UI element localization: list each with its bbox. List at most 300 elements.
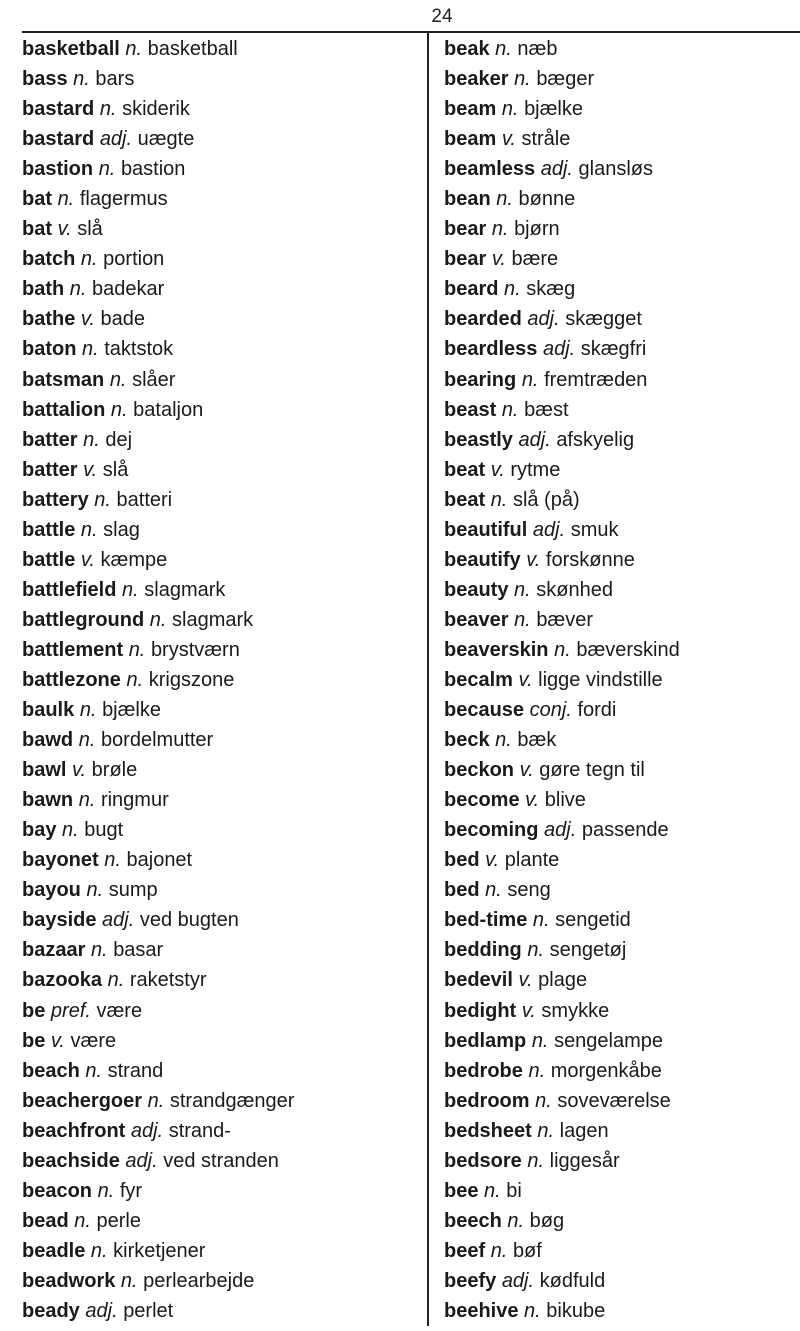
entry-part-of-speech: v. xyxy=(490,458,505,481)
entry-translation: slåer xyxy=(132,368,176,391)
entry-part-of-speech: n. xyxy=(501,398,519,421)
entry-headword: batsman xyxy=(22,368,105,391)
entry-part-of-speech: n. xyxy=(507,1209,525,1232)
entry-part-of-speech: n. xyxy=(149,608,167,631)
entry-headword: beat xyxy=(444,458,486,481)
entry-headword: bathe xyxy=(22,308,76,331)
header-rule xyxy=(22,31,800,33)
entry-translation: kødfuld xyxy=(539,1269,606,1292)
entry-translation: raketstyr xyxy=(129,969,207,992)
entry-translation: perlearbejde xyxy=(143,1269,255,1292)
dictionary-entry xyxy=(444,214,680,244)
dictionary-entry xyxy=(22,695,294,725)
entry-translation: slå (på) xyxy=(512,488,580,511)
dictionary-entry xyxy=(22,1116,294,1146)
entry-headword: basketball xyxy=(22,38,120,60)
entry-part-of-speech: adj. xyxy=(102,909,135,932)
entry-part-of-speech: n. xyxy=(125,38,143,60)
entry-translation: morgenkåbe xyxy=(550,1059,662,1082)
entry-headword: bean xyxy=(444,188,491,211)
entry-headword: beachergoer xyxy=(22,1089,143,1112)
dictionary-entry xyxy=(444,64,680,94)
entry-part-of-speech: v. xyxy=(72,759,87,782)
entry-part-of-speech: adj. xyxy=(540,158,573,181)
entry-part-of-speech: n. xyxy=(57,188,75,211)
dictionary-entry xyxy=(22,334,294,364)
entry-translation: taktstok xyxy=(104,338,174,361)
dictionary-entry xyxy=(444,1086,680,1116)
entry-headword: beachfront xyxy=(22,1119,126,1142)
dictionary-entry xyxy=(444,485,680,515)
entry-translation: bøf xyxy=(512,1239,542,1262)
entry-translation: bataljon xyxy=(133,398,204,421)
dictionary-entry xyxy=(444,695,680,725)
entry-part-of-speech: n. xyxy=(107,969,125,992)
entry-headword: become xyxy=(444,789,520,812)
entry-headword: beamless xyxy=(444,158,536,181)
entry-part-of-speech: adj. xyxy=(532,518,566,541)
entry-part-of-speech: n. xyxy=(122,578,139,601)
dictionary-entry xyxy=(444,124,680,154)
entry-headword: bayside xyxy=(22,909,97,932)
dictionary-entry xyxy=(444,1146,680,1176)
dictionary-entry xyxy=(444,455,680,485)
dictionary-entry xyxy=(22,184,294,214)
entry-part-of-speech: n. xyxy=(496,188,513,211)
dictionary-entry xyxy=(22,725,294,755)
entry-part-of-speech: n. xyxy=(78,729,96,752)
dictionary-entry xyxy=(22,815,294,845)
entry-translation: perlet xyxy=(123,1299,174,1322)
entry-translation: fordi xyxy=(577,699,617,722)
entry-translation: bars xyxy=(95,68,135,91)
entry-headword: beauty xyxy=(444,578,509,601)
entry-headword: beacon xyxy=(22,1179,93,1202)
entry-part-of-speech: n. xyxy=(73,68,90,91)
entry-translation: kirketjener xyxy=(113,1239,206,1262)
entry-translation: bære xyxy=(511,248,559,271)
entry-translation: lagen xyxy=(559,1119,609,1142)
entry-translation: bjælke xyxy=(102,699,161,722)
dictionary-entry xyxy=(22,395,294,425)
entry-part-of-speech: v. xyxy=(525,789,540,812)
entry-headword: because xyxy=(444,699,525,722)
entry-headword: bear xyxy=(444,218,487,241)
entry-translation: skægget xyxy=(565,308,642,331)
entry-translation: være xyxy=(96,999,143,1022)
entry-headword: bearded xyxy=(444,308,522,331)
entry-translation: strand xyxy=(107,1059,164,1082)
entry-headword: bass xyxy=(22,68,68,91)
entry-headword: beady xyxy=(22,1299,80,1322)
entry-part-of-speech: v. xyxy=(518,969,533,992)
entry-headword: bearing xyxy=(444,368,517,391)
dictionary-entry xyxy=(22,154,294,184)
dictionary-entry xyxy=(22,1236,294,1266)
dictionary-entry xyxy=(444,1236,680,1266)
entry-part-of-speech: n. xyxy=(74,1209,91,1232)
entry-translation: krigszone xyxy=(148,668,235,691)
dictionary-entry xyxy=(444,154,680,184)
entry-headword: batch xyxy=(22,248,76,271)
dictionary-entry xyxy=(22,34,294,64)
entry-headword: batter xyxy=(22,428,78,451)
entry-translation: slagmark xyxy=(144,578,226,601)
entry-part-of-speech: n. xyxy=(82,338,99,361)
entry-part-of-speech: n. xyxy=(531,1029,549,1052)
right-column xyxy=(444,34,680,1326)
entry-translation: slå xyxy=(77,218,103,241)
entry-translation: liggesår xyxy=(549,1149,620,1172)
entry-part-of-speech: n. xyxy=(104,849,121,872)
entry-part-of-speech: n. xyxy=(554,638,571,661)
entry-headword: battlement xyxy=(22,638,124,661)
entry-headword: bedsore xyxy=(444,1149,522,1172)
entry-translation: forskønne xyxy=(545,548,635,571)
entry-translation: plante xyxy=(504,849,560,872)
entry-translation: gøre tegn til xyxy=(539,759,645,782)
entry-headword: beckon xyxy=(444,759,515,782)
dictionary-entry xyxy=(22,274,294,304)
dictionary-entry xyxy=(444,1266,680,1296)
entry-headword: beadwork xyxy=(22,1269,116,1292)
entry-translation: bajonet xyxy=(126,849,193,872)
entry-headword: bedevil xyxy=(444,969,513,992)
entry-part-of-speech: v. xyxy=(518,668,533,691)
entry-headword: beaker xyxy=(444,68,509,91)
entry-translation: smuk xyxy=(570,518,619,541)
dictionary-entry xyxy=(444,845,680,875)
dictionary-entry xyxy=(22,1176,294,1206)
entry-part-of-speech: n. xyxy=(514,68,531,91)
entry-translation: skæg xyxy=(526,278,576,301)
entry-part-of-speech: v. xyxy=(83,458,98,481)
entry-headword: beardless xyxy=(444,338,538,361)
dictionary-entry xyxy=(22,1026,294,1056)
entry-headword: beautiful xyxy=(444,518,528,541)
entry-part-of-speech: n. xyxy=(537,1119,555,1142)
dictionary-entry xyxy=(22,1086,294,1116)
entry-headword: battleground xyxy=(22,608,145,631)
dictionary-entry xyxy=(22,1146,294,1176)
entry-headword: bastard xyxy=(22,98,95,121)
entry-part-of-speech: n. xyxy=(80,248,98,271)
entry-part-of-speech: n. xyxy=(524,1299,541,1322)
entry-headword: battlezone xyxy=(22,668,121,691)
entry-translation: skiderik xyxy=(122,98,190,121)
entry-translation: være xyxy=(70,1029,117,1052)
dictionary-entry xyxy=(22,1296,294,1326)
entry-part-of-speech: adj. xyxy=(85,1299,118,1322)
entry-translation: badekar xyxy=(92,278,165,301)
dictionary-entry xyxy=(444,996,680,1026)
dictionary-entry xyxy=(22,124,294,154)
entry-headword: beautify xyxy=(444,548,521,571)
entry-headword: bedsheet xyxy=(444,1119,532,1142)
entry-part-of-speech: n. xyxy=(528,1059,546,1082)
entry-headword: battle xyxy=(22,518,76,541)
entry-part-of-speech: n. xyxy=(532,909,550,932)
dictionary-entry xyxy=(22,665,294,695)
entry-headword: battalion xyxy=(22,398,106,421)
entry-translation: sump xyxy=(108,879,158,902)
entry-part-of-speech: adj. xyxy=(99,128,133,151)
dictionary-entry xyxy=(444,875,680,905)
entry-part-of-speech: n. xyxy=(128,638,146,661)
entry-translation: ligge vindstille xyxy=(538,668,663,691)
entry-headword: battlefield xyxy=(22,578,117,601)
dictionary-entry xyxy=(22,545,294,575)
dictionary-entry xyxy=(22,365,294,395)
entry-part-of-speech: n. xyxy=(521,368,539,391)
dictionary-entry xyxy=(444,515,680,545)
entry-headword: battery xyxy=(22,488,89,511)
entry-headword: beef xyxy=(444,1239,486,1262)
dictionary-entry xyxy=(22,875,294,905)
dictionary-entry xyxy=(22,635,294,665)
dictionary-entry xyxy=(22,214,294,244)
entry-headword: beaver xyxy=(444,608,509,631)
dictionary-entry xyxy=(444,545,680,575)
dictionary-entry xyxy=(444,334,680,364)
entry-translation: brøle xyxy=(91,759,138,782)
entry-part-of-speech: v. xyxy=(501,128,516,151)
dictionary-entry xyxy=(22,845,294,875)
entry-part-of-speech: n. xyxy=(147,1089,165,1112)
entry-headword: becoming xyxy=(444,819,539,842)
dictionary-entry xyxy=(444,1026,680,1056)
dictionary-entry xyxy=(444,665,680,695)
dictionary-entry xyxy=(444,755,680,785)
entry-translation: basketball xyxy=(147,38,238,60)
entry-headword: bawl xyxy=(22,759,67,782)
entry-translation: slagmark xyxy=(172,608,254,631)
entry-part-of-speech: n. xyxy=(501,98,519,121)
dictionary-entry xyxy=(444,395,680,425)
entry-translation: bæger xyxy=(536,68,595,91)
entry-part-of-speech: v. xyxy=(80,308,95,331)
entry-translation: brystværn xyxy=(150,638,240,661)
dictionary-entry xyxy=(22,965,294,995)
entry-headword: beck xyxy=(444,729,490,752)
entry-part-of-speech: n. xyxy=(90,939,108,962)
entry-translation: passende xyxy=(581,819,669,842)
entry-headword: bayou xyxy=(22,879,81,902)
entry-translation: sengelampe xyxy=(554,1029,664,1052)
dictionary-entry xyxy=(444,34,680,64)
entry-headword: bayonet xyxy=(22,849,99,872)
entry-part-of-speech: n. xyxy=(99,98,117,121)
entry-headword: beak xyxy=(444,38,490,60)
entry-translation: plage xyxy=(538,969,588,992)
dictionary-entry xyxy=(22,425,294,455)
dictionary-entry xyxy=(444,935,680,965)
entry-headword: beaverskin xyxy=(444,638,549,661)
entry-translation: bi xyxy=(506,1179,522,1202)
entry-translation: batteri xyxy=(116,488,173,511)
entry-headword: bed xyxy=(444,879,480,902)
entry-headword: beam xyxy=(444,98,497,121)
entry-translation: ringmur xyxy=(100,789,169,812)
entry-part-of-speech: n. xyxy=(527,1149,545,1172)
dictionary-entry xyxy=(444,94,680,124)
entry-headword: baulk xyxy=(22,699,75,722)
entry-translation: stråle xyxy=(521,128,571,151)
entry-headword: bazooka xyxy=(22,969,103,992)
dictionary-entry xyxy=(444,1176,680,1206)
dictionary-entry xyxy=(22,1206,294,1236)
entry-part-of-speech: adj. xyxy=(542,338,576,361)
dictionary-entry xyxy=(444,1116,680,1146)
dictionary-entry xyxy=(22,935,294,965)
entry-part-of-speech: n. xyxy=(78,789,96,812)
entry-headword: beast xyxy=(444,398,497,421)
left-column xyxy=(22,34,294,1326)
entry-headword: beat xyxy=(444,488,486,511)
dictionary-entry xyxy=(444,425,680,455)
dictionary-entry xyxy=(444,605,680,635)
entry-headword: bear xyxy=(444,248,487,271)
entry-translation: bjørn xyxy=(514,218,560,241)
entry-translation: bæverskind xyxy=(576,638,680,661)
entry-headword: bawn xyxy=(22,789,74,812)
dictionary-entry xyxy=(22,485,294,515)
entry-headword: beam xyxy=(444,128,497,151)
entry-translation: bikube xyxy=(546,1299,606,1322)
entry-headword: becalm xyxy=(444,668,513,691)
entry-headword: bee xyxy=(444,1179,479,1202)
entry-part-of-speech: n. xyxy=(90,1239,108,1262)
dictionary-entry xyxy=(22,1266,294,1296)
entry-part-of-speech: n. xyxy=(485,879,502,902)
entry-translation: sengetøj xyxy=(549,939,627,962)
entry-part-of-speech: n. xyxy=(80,518,98,541)
entry-translation: afskyelig xyxy=(556,428,635,451)
entry-part-of-speech: v. xyxy=(521,999,536,1022)
entry-headword: bastard xyxy=(22,128,95,151)
entry-headword: bastion xyxy=(22,158,94,181)
entry-part-of-speech: n. xyxy=(98,158,116,181)
entry-headword: bead xyxy=(22,1209,69,1232)
entry-headword: beadle xyxy=(22,1239,86,1262)
entry-part-of-speech: n. xyxy=(495,729,512,752)
dictionary-entry xyxy=(444,905,680,935)
dictionary-entry xyxy=(22,244,294,274)
entry-translation: kæmpe xyxy=(100,548,168,571)
entry-part-of-speech: n. xyxy=(62,819,79,842)
entry-part-of-speech: n. xyxy=(490,488,508,511)
entry-translation: skægfri xyxy=(580,338,647,361)
page-number: 24 xyxy=(431,6,453,27)
entry-translation: blive xyxy=(544,789,586,812)
entry-headword: beehive xyxy=(444,1299,519,1322)
entry-headword: beard xyxy=(444,278,499,301)
entry-part-of-speech: n. xyxy=(514,578,531,601)
entry-translation: dej xyxy=(105,428,133,451)
dictionary-entry xyxy=(22,996,294,1026)
dictionary-entry xyxy=(22,455,294,485)
entry-headword: bedrobe xyxy=(444,1059,523,1082)
entry-translation: portion xyxy=(103,248,165,271)
dictionary-entry xyxy=(444,1206,680,1236)
entry-part-of-speech: n. xyxy=(94,488,111,511)
entry-part-of-speech: v. xyxy=(80,548,95,571)
entry-headword: baton xyxy=(22,338,77,361)
dictionary-entry xyxy=(444,1296,680,1326)
entry-headword: battle xyxy=(22,548,76,571)
entry-translation: bugt xyxy=(84,819,124,842)
entry-part-of-speech: n. xyxy=(85,1059,103,1082)
entry-part-of-speech: adj. xyxy=(125,1149,158,1172)
dictionary-entry xyxy=(444,575,680,605)
entry-translation: rytme xyxy=(510,458,561,481)
entry-part-of-speech: n. xyxy=(527,939,545,962)
entry-headword: bedight xyxy=(444,999,517,1022)
entry-part-of-speech: n. xyxy=(120,1269,138,1292)
entry-part-of-speech: adj. xyxy=(130,1119,164,1142)
entry-part-of-speech: n. xyxy=(110,398,128,421)
entry-headword: be xyxy=(22,999,46,1022)
entry-translation: seng xyxy=(507,879,551,902)
entry-translation: soveværelse xyxy=(557,1089,671,1112)
entry-translation: perle xyxy=(96,1209,141,1232)
entry-part-of-speech: n. xyxy=(126,668,144,691)
entry-headword: bedlamp xyxy=(444,1029,527,1052)
entry-translation: uægte xyxy=(137,128,195,151)
entry-headword: beachside xyxy=(22,1149,120,1172)
entry-headword: bazaar xyxy=(22,939,86,962)
entry-headword: bawd xyxy=(22,729,74,752)
dictionary-entry xyxy=(444,635,680,665)
entry-part-of-speech: n. xyxy=(79,699,97,722)
dictionary-entry xyxy=(444,725,680,755)
dictionary-entry xyxy=(444,244,680,274)
entry-headword: beastly xyxy=(444,428,513,451)
entry-part-of-speech: adj. xyxy=(527,308,560,331)
entry-translation: basar xyxy=(113,939,164,962)
entry-headword: bedding xyxy=(444,939,522,962)
entry-part-of-speech: n. xyxy=(83,428,100,451)
entry-translation: bade xyxy=(100,308,146,331)
dictionary-entry xyxy=(22,755,294,785)
dictionary-entry xyxy=(22,575,294,605)
dictionary-entry xyxy=(444,304,680,334)
entry-translation: bjælke xyxy=(524,98,583,121)
entry-headword: beach xyxy=(22,1059,80,1082)
dictionary-entry xyxy=(22,515,294,545)
column-divider xyxy=(427,32,429,1326)
entry-part-of-speech: n. xyxy=(484,1179,501,1202)
entry-headword: bath xyxy=(22,278,65,301)
dictionary-entry xyxy=(444,965,680,995)
entry-translation: skønhed xyxy=(536,578,613,601)
dictionary-entry xyxy=(22,605,294,635)
entry-headword: bed-time xyxy=(444,909,528,932)
entry-translation: ved stranden xyxy=(163,1149,279,1172)
entry-headword: be xyxy=(22,1029,46,1052)
dictionary-entry xyxy=(22,905,294,935)
dictionary-entry xyxy=(22,64,294,94)
entry-translation: smykke xyxy=(541,999,610,1022)
entry-headword: bat xyxy=(22,218,52,241)
entry-translation: bastion xyxy=(120,158,186,181)
dictionary-entry xyxy=(444,785,680,815)
entry-translation: næb xyxy=(517,38,558,60)
dictionary-entry xyxy=(22,94,294,124)
entry-translation: bønne xyxy=(518,188,576,211)
entry-part-of-speech: conj. xyxy=(529,699,572,722)
entry-part-of-speech: v. xyxy=(519,759,534,782)
